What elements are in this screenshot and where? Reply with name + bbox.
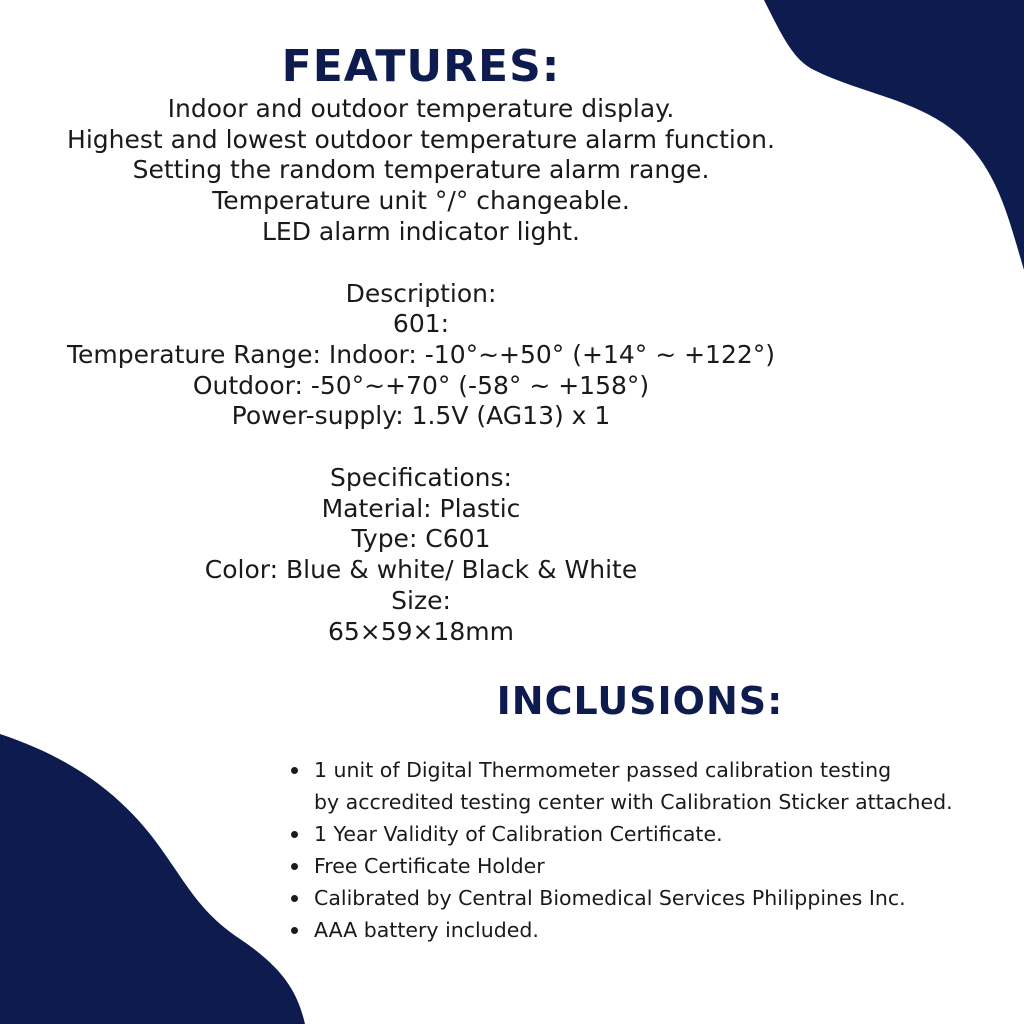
spacer: [0, 432, 842, 463]
description-heading: Description:: [345, 278, 497, 308]
features-section: [0, 40, 842, 647]
inclusion-text: 1 Year Validity of Calibration Certificate.: [314, 822, 723, 846]
inclusion-text: Calibrated by Central Biomedical Services Philippines Inc.: [314, 886, 906, 910]
decorative-blob-bottom-left: [0, 734, 310, 1024]
description-line: Power-supply: 1.5V (AG13) x 1: [231, 401, 611, 431]
inclusions-title: INCLUSIONS:: [496, 679, 784, 723]
specification-line: Size:: [391, 585, 451, 615]
inclusion-item: [290, 914, 1020, 946]
feature-line: Setting the random temperature alarm range.: [132, 155, 710, 185]
feature-line: LED alarm indicator light.: [262, 216, 580, 246]
inclusion-text: Free Certificate Holder: [314, 854, 545, 878]
inclusion-text-continued: by accredited testing center with Calibration Sticker attached.: [314, 790, 953, 814]
inclusion-item: [290, 818, 1020, 850]
specifications-heading: Specifications:: [330, 463, 512, 493]
inclusion-item: [290, 882, 1020, 914]
feature-line: Indoor and outdoor temperature display.: [167, 94, 675, 123]
features-title: FEATURES:: [281, 41, 561, 92]
feature-line: Temperature unit °/° changeable.: [212, 186, 630, 216]
description-line: Outdoor: -50°~+70° (-58° ~ +158°): [192, 370, 650, 400]
inclusion-item: [290, 754, 1020, 818]
inclusion-item: [290, 850, 1020, 882]
specification-line: 65×59×18mm: [327, 616, 515, 646]
spacer: [0, 248, 842, 279]
inclusion-text: 1 unit of Digital Thermometer passed calibration testing: [314, 758, 892, 782]
specification-line: Material: Plastic: [321, 493, 521, 523]
specification-line: Type: C601: [351, 524, 491, 554]
inclusions-list: [290, 754, 1020, 946]
description-line: 601:: [392, 309, 450, 339]
feature-line: Highest and lowest outdoor temperature alarm function.: [67, 124, 775, 154]
specification-line: Color: Blue & white/ Black & White: [204, 555, 638, 585]
inclusion-text: AAA battery included.: [314, 918, 539, 942]
description-line: Temperature Range: Indoor: -10°~+50° (+14° ~ +122°): [66, 339, 776, 369]
